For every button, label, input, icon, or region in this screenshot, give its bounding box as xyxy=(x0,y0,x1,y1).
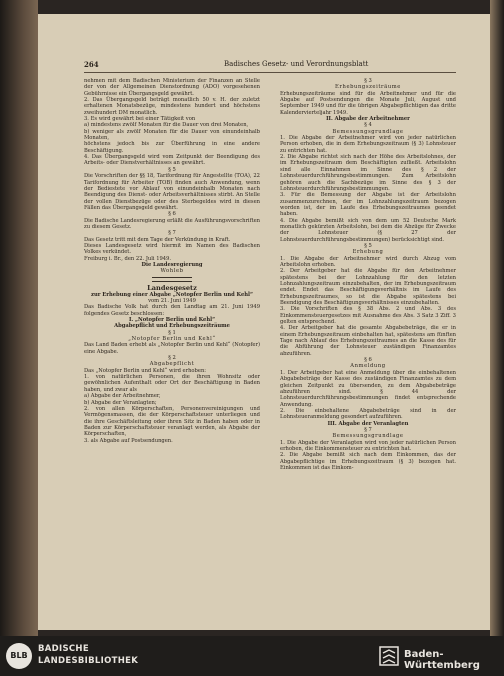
section-heading: Die Landesregierung xyxy=(141,261,203,268)
paragraph: 3. Die Vorschriften des § 38 Abs. 2 und Abs. 3 des Einkommensteuergesetzes mit Ausnahme des Abs. 3 Satz 3 Ziff. 3 gelten entsprechend. xyxy=(280,306,456,326)
paragraph: 4. Die Abgabe bemißt sich von dem um 52 Deutsche Mark monatlich gekürzten Arbeitslohn, bei dem die Abzüge für Zwecke der Lohnsteuer (§ 27 der Lohnsteuerdurchführungsbestimmungen) berücksichtigt sind. xyxy=(280,217,456,243)
section-rule xyxy=(152,277,192,282)
section-heading: Erhebungszeiträume xyxy=(335,84,401,91)
paragraph: Dieses Landesgesetz wird hiermit im Namen des Badischen Volkes verkündet. xyxy=(84,242,260,256)
paragraph: Das „Notopfer Berlin und Kehl“ wird erhoben: xyxy=(84,367,207,374)
section-heading: § 1 xyxy=(168,329,176,336)
paragraph: 2. Die Abgabe richtet sich nach der Höhe des Arbeitslohnes, der im Erhebungszeitraum dem Beschäftigten zufließt. Arbeitslohn sind alle Einnahmen im Sinne des § 2 der Lohnsteuerdurchführungsbestimmungen. Zum Arbeitslohn gehören auch die Sachbezüge im Sinne des § 3 der Lohnsteuerdurchführungsbestimmungen. xyxy=(280,154,456,192)
section-heading: Bemessungsgrundlage xyxy=(332,433,404,440)
section-heading: Erhebung xyxy=(352,249,384,256)
page-header xyxy=(84,60,456,73)
book-spine xyxy=(0,0,38,636)
paragraph: 4. Das Übergangsgeld wird vom Zeitpunkt der Beendigung des Arbeits- oder Dienstverhältnisses an gewährt. xyxy=(84,154,260,167)
paragraph: a) Abgabe der Arbeitnehmer, xyxy=(84,393,161,400)
section-heading: Freiburg i. Br., den 22. Juli 1949. xyxy=(84,255,172,262)
library-name-line2[interactable]: LANDESBIBLIOTHEK xyxy=(38,656,139,666)
paragraph: nehmen mit dem Badischen Ministerium der Finanzen an Stelle der von der Allgemeinen Dienstordnung (ADO) vorgesehenen Gebührnisse ein Übergangsgeld gewährt. xyxy=(84,78,260,97)
section-heading: Abgabepflicht xyxy=(149,361,195,368)
section-heading: „Notopfer Berlin und Kehl“ xyxy=(128,336,216,343)
paragraph: 1. Die Abgabe der Veranlagten wird von jeder natürlichen Person erhoben, die Einkommensteuer zu entrichten hat. xyxy=(280,439,456,452)
book-edge xyxy=(490,0,504,636)
section-heading: § 4 xyxy=(364,122,372,129)
paragraph: Erhebungszeiträume sind für die Arbeitnehmer und für die Abgabe auf Postsendungen die Monate Juli, August und September 1949 und für die übrigen Abgabepflichtigen das dritte Kalendervierteljahr 1949. xyxy=(280,90,456,116)
paragraph: 2. von allen Körperschaften, Personenvereinigungen und Vermögensmassen, die der Körperschaftsteuer unterliegen und die ihre Geschäftsleitung oder ihren Sitz in Baden haben oder in Baden zur Körperschaftsteuer veranlagt werden, als Abgabe der Körperschaften, xyxy=(84,405,260,438)
section-heading: § 6 xyxy=(168,211,176,218)
paragraph: 2. Der Arbeitgeber hat die Abgabe für den Arbeitnehmer spätestens bei der Lohnzahlung für den letzten Lohnzahlungszeitraum einzubehalten, der im Erhebungszeitraum endet. Endet das Beschäftigungsverhältnis im Laufe des Erhebungszeitraumes, so ist die Abgabe spätestens bei Beendigung des Beschäftigungsverhältnisses einzubehalten. xyxy=(280,268,456,307)
paragraph: Das Badische Volk hat durch den Landtag am 21. Juni 1949 folgendes Gesetz beschlossen: xyxy=(84,304,260,317)
blb-logo-icon[interactable]: BLB xyxy=(6,643,32,669)
paragraph: a) mindestens zwölf Monaten für die Dauer von drei Monaten, xyxy=(84,122,249,129)
paragraph: höchstens jedoch bis zur Überführung in eine andere Beschäftigung. xyxy=(84,141,260,154)
section-heading: § 7 xyxy=(168,230,176,237)
section-heading: § 3 xyxy=(364,78,372,84)
section-heading: Wohleb xyxy=(160,268,184,275)
section-heading: § 2 xyxy=(168,355,176,362)
paragraph: Die Badische Landesregierung erläßt die Ausführungsvorschriften zu diesem Gesetz. xyxy=(84,217,260,230)
left-column xyxy=(84,78,260,444)
paragraph: 1. Der Arbeitgeber hat eine Anmeldung über die einbehaltenen Abgabebeträge der Kasse des zuständigen Finanzamtes zu dem gleichen Zeitpunkt zu übersenden, zu dem Abgabebeträge abzuführen sind. § 44 der Lohnsteuerdurchführungsbestimmungen findet entsprechende Anwendung. xyxy=(280,369,456,408)
paragraph: 3. Für die Bemessung der Abgabe ist der Arbeitslohn zusammenzurechnen, der im Lohnzahlungszeitraum bezogen worden ist, der im Laufe des Erhebungszeitraumes geendet haben. xyxy=(280,192,456,218)
page-title: Badisches Gesetz- und Verordnungsblatt xyxy=(224,60,369,68)
law-title: Landesgesetz xyxy=(147,283,197,292)
section-heading: Bemessungsgrundlage xyxy=(332,128,404,135)
paragraph: 2. Die einbehaltene Abgabebeträge sind in der Lohnsteueranmeldung gesondert aufzuführen. xyxy=(280,407,456,421)
paragraph: 1. Die Abgabe der Arbeitnehmer wird von jeder natürlichen Person erhoben, die in dem Erhebungszeitraum (§ 3) Lohnsteuer zu entrichten hat. xyxy=(280,135,456,154)
section-heading: § 6 xyxy=(364,357,372,364)
state-name[interactable]: Baden-Württemberg xyxy=(404,649,480,671)
paragraph: b) weniger als zwölf Monaten für die Dauer von einundeinhalb Monaten, xyxy=(84,128,260,142)
paragraph: b) Abgabe der Veranlagten; xyxy=(84,399,157,406)
section-heading: Abgabepflicht und Erhebungszeiträume xyxy=(114,323,230,330)
viewer-footer xyxy=(0,636,504,676)
paragraph: Das Land Baden erhebt als „Notopfer Berlin und Kehl“ (Notopfer) eine Abgabe. xyxy=(84,342,260,355)
right-column xyxy=(280,78,456,471)
baden-wuerttemberg-emblem-icon[interactable] xyxy=(378,645,400,667)
paragraph: 1. von natürlichen Personen, die ihren Wohnsitz oder gewöhnlichen Aufenthalt oder Ort der Beschäftigung in Baden haben, und zwar als xyxy=(84,374,260,393)
section-heading: § 5 xyxy=(168,166,176,173)
section-heading: § 5 xyxy=(364,242,372,249)
section-heading: Anmeldung xyxy=(350,363,386,370)
section-heading: III. Abgabe der Veranlagten xyxy=(327,420,409,427)
paragraph: 3. als Abgabe auf Postsendungen. xyxy=(84,437,173,444)
section-heading: § 7 xyxy=(364,426,372,433)
paragraph: Das Gesetz tritt mit dem Tage der Verkündung in Kraft. xyxy=(84,236,231,243)
paragraph: 2. Die Abgabe bemißt sich nach dem Einkommen, das der Abgabepflichtige im Erhebungszeitraum (§ 3) bezogen hat. Einkommen ist das Einkom- xyxy=(280,452,456,471)
paragraph: 3. Es wird gewährt bei einer Tätigkeit von xyxy=(84,116,196,123)
section-heading: II. Abgabe der Arbeitnehmer xyxy=(326,116,410,123)
section-heading: I. „Notopfer Berlin und Kehl“ xyxy=(128,317,216,324)
paragraph: Die Vorschriften der §§ 18, Tarifordnung für Angestellte (TOA), 22 Tarifordnung für Arbeiter (TOB) finden auch Anwendung, wenn der Bediestete vor Ablauf von einundeinhalb Monaten nach Beendigung des Dienst- oder Arbeitsverhältnisses stirbt. An Stelle der vollen Dienstbezüge oder des Sterbegeldes wird in diesen Fällen das Übergangsgeld gewährt. xyxy=(84,173,260,211)
page-number: 264 xyxy=(84,60,99,69)
paragraph: 1. Die Abgabe der Arbeitnehmer wird durch Abzug vom Arbeitslohn erhoben. xyxy=(280,255,456,268)
paragraph: 2. Das Übergangsgeld beträgt monatlich 50 v. H. der zuletzt erhaltenen Monatsbezüge, mindestens hundert und höchstens zweihundert DM monatlich. xyxy=(84,97,260,116)
paragraph: 4. Der Arbeitgeber hat die gesamte Abgabebeträge, die er in einem Erhebungszeitraum einbehalten hat, spätestens am fünften Tage nach Ablauf des Erhebungszeitraumes an die Kasse des für die Abführung der Lohnsteuer zuständigen Finanzamtes abzuführen. xyxy=(280,325,456,357)
section-heading: vom 21. Juni 1949 xyxy=(148,298,196,304)
library-name-line1[interactable]: BADISCHE xyxy=(38,644,89,654)
section-heading: zur Erhebung einer Abgabe „Notopfer Berlin und Kehl“ xyxy=(91,291,253,298)
